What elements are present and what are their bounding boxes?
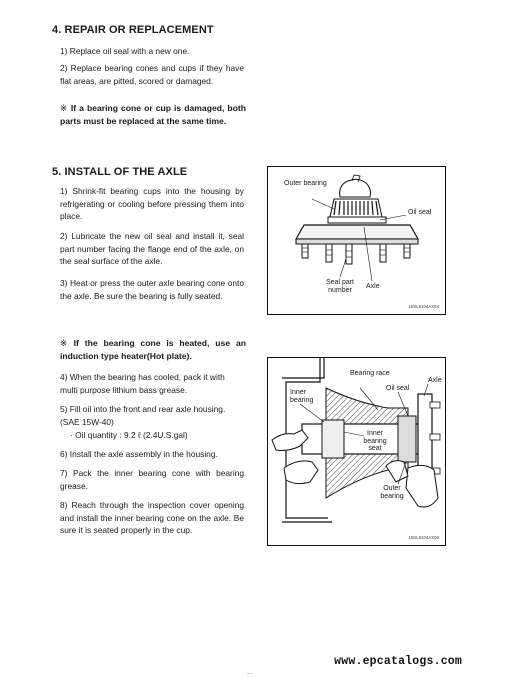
item-text: Lubricate the new oil seal and install it, seal part number facing the flange end of the axle, on the seal surface of the axle.	[60, 231, 244, 267]
list-item	[60, 371, 244, 396]
label-oil-seal: Oil seal	[408, 209, 432, 216]
item-number: 2)	[60, 63, 68, 73]
item-text: Heat or press the outer axle bearing cone onto the axle. Be sure the bearing is fully seated.	[60, 278, 244, 301]
note	[60, 102, 246, 127]
figure-code: 15SL8104AX04	[408, 304, 439, 309]
item-number: 6)	[60, 449, 68, 459]
list-item	[60, 45, 244, 58]
axle-seal-illustration	[268, 167, 445, 314]
item-number: 8)	[60, 500, 68, 510]
list-item	[70, 429, 254, 442]
item-number: 1)	[60, 186, 68, 196]
item-text: · Oil quantity : 9.2 ℓ (2.4U.S.gal)	[70, 430, 188, 440]
item-text: Pack the inner bearing cone with bearing grease.	[60, 468, 245, 491]
item-text: Reach through the inspection cover opening and install the inner bearing cone on the axle. Be sure it is seated properly in the cup.	[60, 500, 245, 536]
label-inner-bearing-seat: Inner bearing seat	[363, 430, 387, 453]
section-4-title: 4. REPAIR OR REPLACEMENT	[52, 24, 214, 36]
item-number: 1)	[60, 46, 68, 56]
note-mark: ※	[60, 103, 68, 113]
figure-inner-bearing-installation	[267, 357, 446, 546]
label-inner-bearing: Inner bearing	[290, 389, 314, 404]
note-text: If a bearing cone or cup is damaged, both parts must be replaced at the same time.	[60, 103, 247, 126]
item-text: Replace oil seal with a new one.	[69, 46, 190, 56]
item-number: 4)	[60, 372, 68, 382]
housing-section-illustration	[268, 358, 445, 545]
item-number: 5)	[60, 404, 68, 414]
section-5-title: 5. INSTALL OF THE AXLE	[52, 166, 188, 178]
item-number: 2)	[60, 231, 68, 241]
note-mark: ※	[60, 338, 71, 348]
list-item	[60, 403, 244, 428]
watermark: www.epcatalogs.com	[334, 655, 462, 668]
label-axle: Axle	[366, 283, 380, 290]
label-seal-part-number: Seal part number	[325, 279, 355, 294]
page-number: - -	[247, 671, 253, 677]
list-item	[60, 62, 244, 87]
list-item	[60, 499, 244, 537]
item-number: 7)	[60, 468, 68, 478]
note	[60, 337, 246, 362]
item-number: 3)	[60, 278, 68, 288]
item-text: When the bearing has cooled, pack it with multi purpose lithium bass grease.	[60, 372, 225, 395]
list-item	[60, 230, 244, 268]
list-item	[60, 185, 244, 223]
list-item	[60, 467, 244, 492]
item-text: Install the axle assembly in the housing.	[69, 449, 218, 459]
label-axle: Axle	[428, 377, 442, 384]
note-text: If the bearing cone is heated, use an induction type heater(Hot plate).	[60, 338, 246, 361]
item-text: Fill oil into the front and rear axle housing. (SAE 15W-40)	[60, 404, 226, 427]
figure-code: 15SL8104AX05	[408, 535, 439, 540]
label-outer-bearing: Outer bearing	[284, 180, 327, 187]
list-item	[60, 277, 244, 302]
figure-seal-installation	[267, 166, 446, 315]
item-text: Replace bearing cones and cups if they have flat areas, are pitted, scored or damaged.	[60, 63, 244, 86]
list-item	[60, 448, 244, 461]
label-oil-seal: Oil seal	[386, 385, 410, 392]
label-bearing-race: Bearing race	[350, 370, 390, 377]
label-outer-bearing: Outer bearing	[380, 485, 404, 500]
item-text: Shrink-fit bearing cups into the housing by refrigerating or cooling before pressing them into place.	[60, 186, 244, 222]
